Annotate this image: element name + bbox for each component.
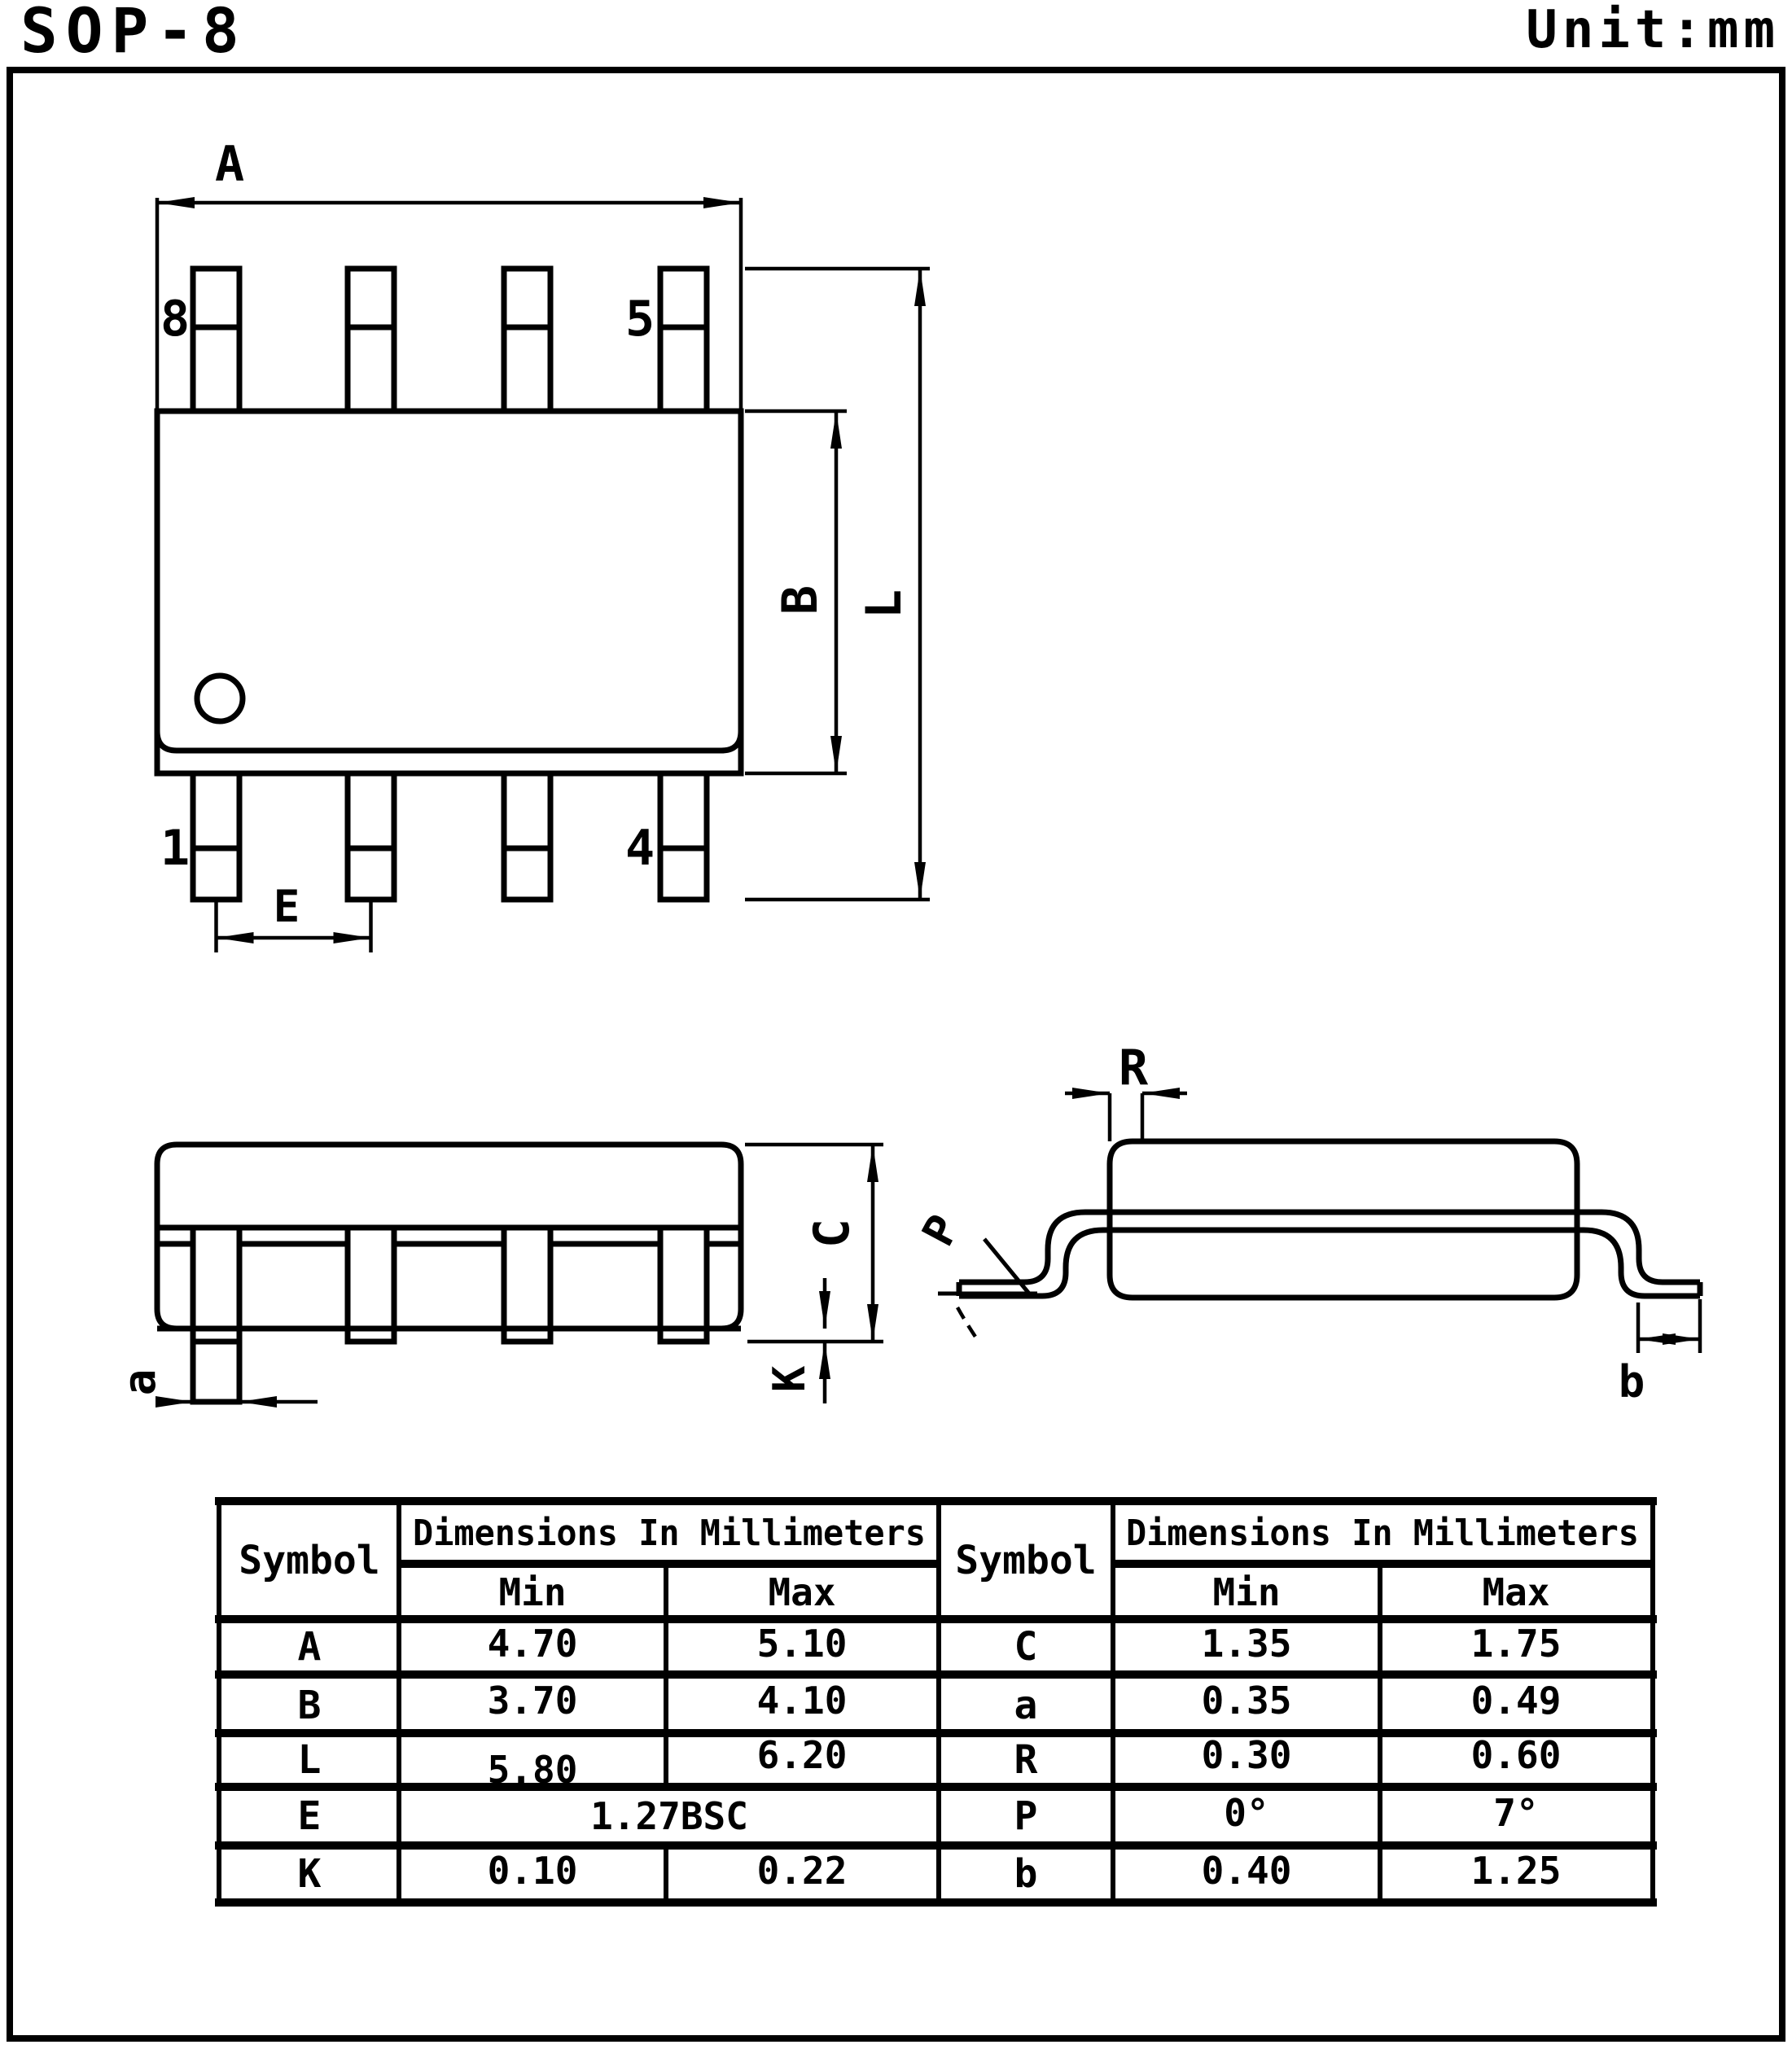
dim-a-label: a <box>114 1368 165 1396</box>
cell-min: 1.35 <box>1201 1622 1292 1666</box>
cell-max: 1.75 <box>1470 1622 1562 1666</box>
cell-sym: a <box>1014 1683 1038 1728</box>
pin1-label: 1 <box>160 820 191 877</box>
cell-span-value: 1.27BSC <box>590 1794 748 1838</box>
left-max-header: Max <box>768 1570 836 1614</box>
dim-C <box>745 1145 883 1342</box>
package-title: SOP-8 <box>20 0 248 67</box>
unit-note: Unit:mm <box>1526 0 1780 60</box>
table-row-b <box>1014 1849 1562 1897</box>
dim-A <box>157 136 741 411</box>
cell-min: 5.80 <box>487 1748 578 1792</box>
dim-R-label: R <box>1118 1040 1149 1097</box>
dim-P-label: P <box>912 1206 970 1254</box>
table-row-B <box>298 1679 848 1728</box>
dim-b-label: b <box>1618 1356 1645 1408</box>
right-dims-header: Dimensions In Millimeters <box>1126 1513 1639 1554</box>
dim-A-label: A <box>214 136 245 193</box>
cell-sym: B <box>297 1683 322 1728</box>
cell-sym: K <box>297 1851 322 1897</box>
pin8-label: 8 <box>160 291 191 348</box>
side-body-outline <box>157 1145 741 1329</box>
side-view-front <box>114 1145 883 1403</box>
pin1-indicator-dot <box>197 676 243 721</box>
dim-R <box>1065 1040 1187 1141</box>
dim-L-label: L <box>856 589 913 620</box>
pin4-label: 4 <box>624 820 655 877</box>
dimension-table <box>215 1501 1657 1902</box>
cell-sym: b <box>1014 1851 1038 1897</box>
dim-K-label: K <box>764 1365 815 1393</box>
dim-b <box>1619 1299 1700 1408</box>
left-min-header: Min <box>498 1570 567 1614</box>
cell-sym: L <box>297 1737 322 1783</box>
cell-max: 0.60 <box>1470 1733 1562 1777</box>
table-row-R <box>1014 1733 1562 1783</box>
dim-B-label: B <box>772 584 829 615</box>
dim-E-label: E <box>273 881 300 932</box>
package-body-outline <box>157 411 741 773</box>
gullwing-lead-bottom <box>959 1230 1700 1296</box>
side-view-end <box>912 1040 1700 1408</box>
cell-max: 0.49 <box>1470 1679 1562 1723</box>
table-row-a <box>1014 1679 1562 1728</box>
cell-min: 3.70 <box>487 1679 578 1723</box>
cell-max: 5.10 <box>756 1622 848 1666</box>
table-row-P <box>1014 1791 1539 1839</box>
left-symbol-header: Symbol <box>239 1538 380 1583</box>
table-row-K <box>298 1849 848 1897</box>
table-row-E <box>298 1793 748 1839</box>
cell-sym: A <box>297 1624 322 1670</box>
cell-min: 0.10 <box>487 1849 578 1893</box>
right-min-header: Min <box>1212 1570 1281 1614</box>
cell-sym: P <box>1014 1793 1038 1839</box>
dim-P <box>912 1206 1037 1337</box>
cell-min: 0.40 <box>1201 1849 1292 1893</box>
cell-max: 6.20 <box>756 1733 848 1777</box>
pin5-label: 5 <box>624 291 655 348</box>
cell-max: 1.25 <box>1470 1849 1562 1893</box>
cell-min: 0.30 <box>1201 1733 1292 1777</box>
right-symbol-header: Symbol <box>955 1538 1097 1583</box>
table-row-A <box>298 1622 848 1670</box>
cell-min: 0.35 <box>1201 1679 1292 1723</box>
cell-max: 0.22 <box>756 1849 848 1893</box>
top-view <box>157 136 930 952</box>
cell-sym: R <box>1014 1737 1038 1783</box>
cell-sym: E <box>297 1793 322 1839</box>
side-pins <box>193 1228 707 1402</box>
end-body-outline <box>1110 1141 1577 1298</box>
table-row-C <box>1014 1622 1562 1670</box>
left-dims-header: Dimensions In Millimeters <box>413 1513 926 1554</box>
right-max-header: Max <box>1482 1570 1550 1614</box>
dim-B <box>745 411 847 773</box>
cell-min: 4.70 <box>487 1622 578 1666</box>
cell-min: 0° <box>1224 1791 1269 1835</box>
cell-max: 7° <box>1493 1791 1539 1835</box>
cell-max: 4.10 <box>756 1679 848 1723</box>
dim-C-label: C <box>804 1218 861 1249</box>
cell-sym: C <box>1014 1624 1038 1670</box>
